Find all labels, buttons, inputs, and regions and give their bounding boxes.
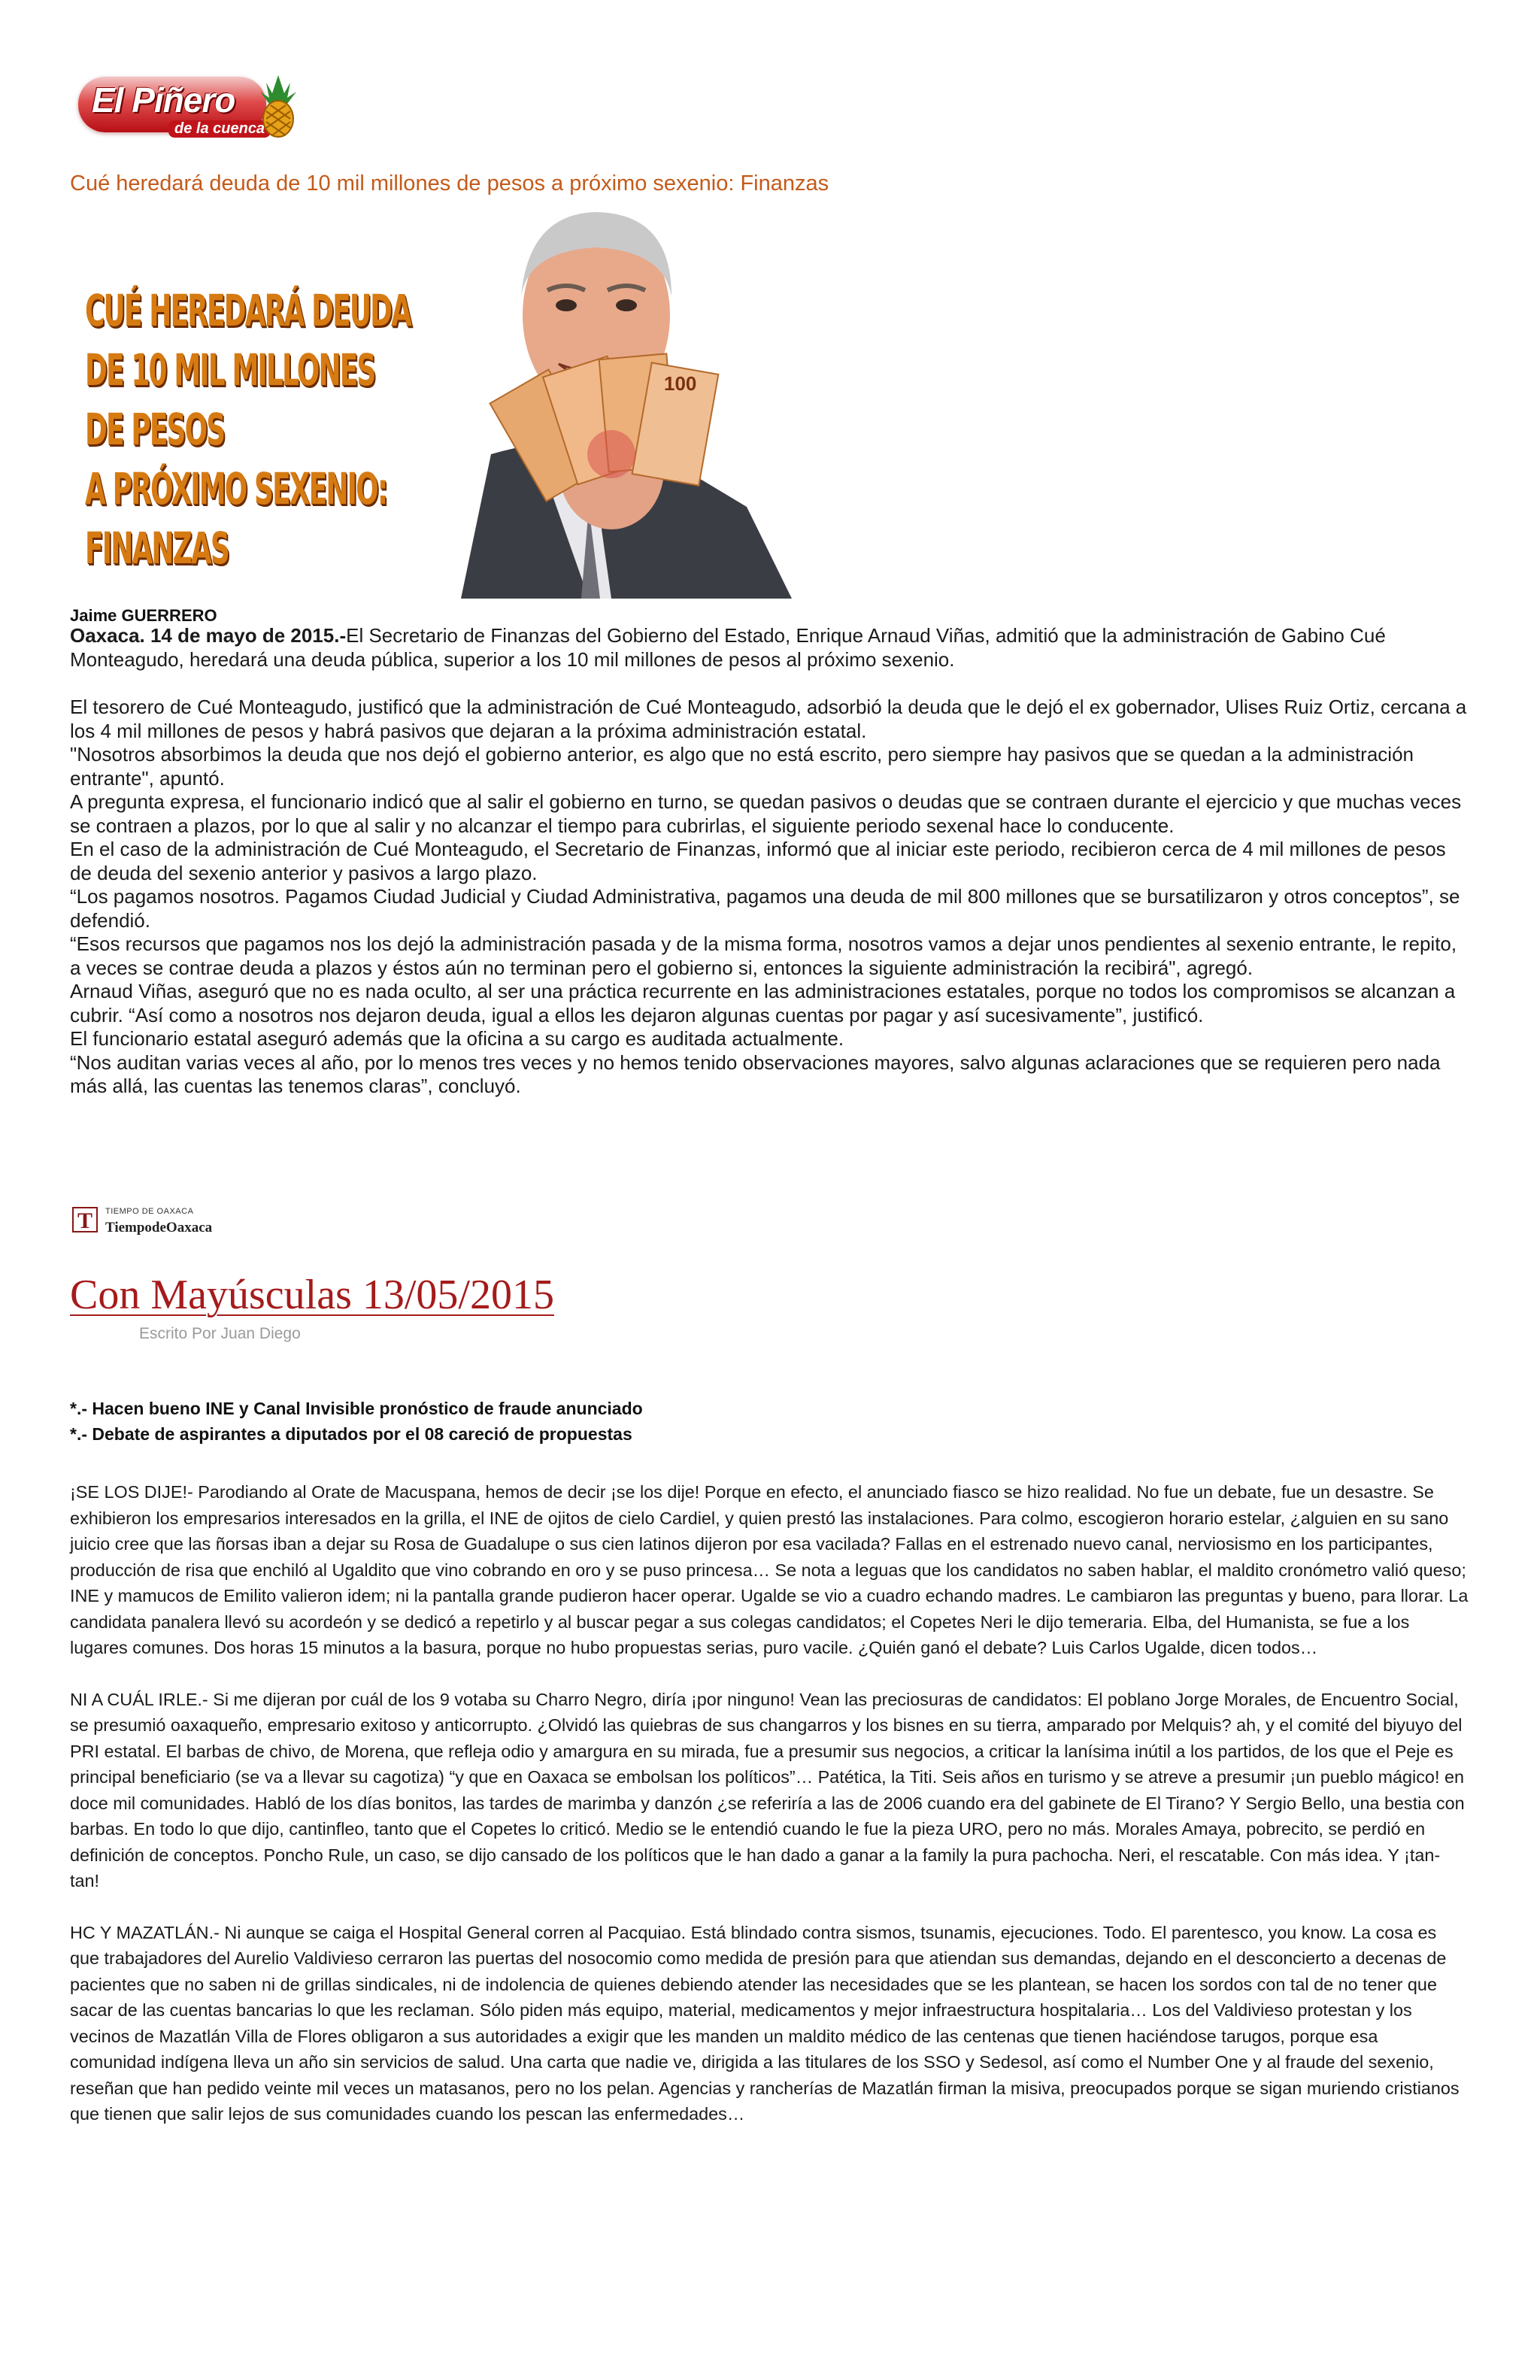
column-paragraph: HC Y MAZATLÁN.- Ni aunque se caiga el Hospital General corren al Pacquiao. Está blindado contra sismos, tsunamis, ejecuciones. Todo. El parentesco, you know. La cosa es que trabajadores del Aurelio Valdivieso cerraron las puertas del nosocomio como medida de presión para que atiendan sus demandas, dejando en el desconcierto a decenas de pacientes que no saben ni de grillas sindicales, ni de indolencia de quienes debiendo atender las necesidades que se les plantean, se hacen los sordos con tal de no tener que sacar de las cuentas bancarias lo que les reclaman. Sólo piden más equipo, material, medicamentos y mejor infraestructura hospitalaria… Los del Valdivieso protestan y los vecinos de Mazatlán Villa de Flores obligaron a sus autoridades a exigir que les manden un maldito médico de las centenas que tienen haciéndose tarugos, porque esa comunidad indígena lleva un año sin servicios de salud. Una carta que nadie ve, dirigida a las titulares de los SSO y Sedesol, así como el Number One y al fraude del sexenio, reseñan que han pedido veinte mil veces un matasanos, pero no los pelan. Agencias y rancherías de Mazatlán firman la misiva, preocupados porque se sigan muriendo cristianos que tienen que salir lejos de sus comunidades cuando los pescan las enfermedades… bbox=[70, 1922, 1460, 2124]
column-bullets bbox=[70, 1396, 643, 1447]
tiempo-logo-small: TIEMPO DE OAXACA bbox=[105, 1207, 194, 1216]
bill-label-layer bbox=[70, 206, 792, 599]
column-paragraph: NI A CUÁL IRLE.- Si me dijeran por cuál de los 9 votaba su Charro Negro, diría ¡por ninguno! Vean las preciosuras de candidatos: El poblano Jorge Morales, de Encuentro Social, se presumió oaxaqueño, empresario exitoso y anticorrupto. ¿Olvidó las quiebras de sus changarros y los bisnes en su tierra, amparado por Melquis? ah, y el comité del biyuyo del PRI estatal. El barbas de chivo, de Morena, que refleja odio y amargura en su mirada, fue a presumir sus negocios, a criticar la lanísima inútil a los partidos, de los que el Peje es principal beneficiario (se va a llevar su cagotiza) “y que en Oaxaca se embolsan los políticos”… Patética, la Titi. Seis años en turismo y se atreve a presumir ¡un pueblo mágico! en doce mil comunidades. Habló de los días bonitos, las tardes de marimba y danzón ¿se referiría a las de 2006 cuando era del gabinete de El Tirano? Y Sergio Bello, una bestia con barbas. En todo lo que dijo, cantinfleo, tanto que el Copetes lo criticó. Medio se le entendió cuando le fue la pieza URO, pero no más. Morales Amaya, pobrecito, se perdió en definición de conceptos. Poncho Rule, un caso, se dijo cansado de los políticos que le han dado a ganar a la family la pura pachocha. Neri, el rescatable. Con más idea. Y ¡tan-tan! bbox=[70, 1689, 1465, 1890]
article-paragraph: A pregunta expresa, el funcionario indicó que al salir el gobierno en turno, se quedan pasivos o deudas que se contraen durante el ejercicio y que muchas veces se contraen a plazos, por lo que al salir y no alcanzar el tiempo para cubrirlas, el siguiente periodo sexenal hace lo conducente. bbox=[70, 790, 1462, 837]
bullet-item: *.- Debate de aspirantes a diputados por el 08 careció de propuestas bbox=[70, 1424, 632, 1444]
column-byline: Escrito Por Juan Diego bbox=[139, 1325, 301, 1342]
article-paragraph: En el caso de la administración de Cué Monteagudo, el Secretario de Finanzas, informó que al iniciar este periodo, recibieron cerca de 4 mil millones de pesos de deuda del sexenio anterior y pasivos a largo plazo. bbox=[70, 838, 1446, 884]
article-paragraph: El funcionario estatal aseguró además que la oficina a su cargo es auditada actualmente. bbox=[70, 1027, 844, 1050]
article-paragraph: “Nos auditan varias veces al año, por lo menos tres veces y no hemos tenido observaciones mayores, salvo algunas aclaraciones que se requieren pero nada más allá, las cuentas las tenemos claras”, concluyó. bbox=[70, 1051, 1441, 1097]
lead-text: El Secretario de Finanzas del Gobierno del Estado, Enrique Arnaud Viñas, admitió que la administración de Gabino Cué Monteagudo, heredará una deuda pública, superior a los 10 mil millones de pesos al próximo sexenio. bbox=[70, 624, 1386, 671]
hero-line: A PRÓXIMO SEXENIO: FINANZAS bbox=[85, 463, 387, 574]
article-paragraph: Arnaud Viñas, aseguró que no es nada oculto, al ser una práctica recurrente en las administraciones estatales, porque no todos los compromisos se alcanzan a cubrir. “Así como a nosotros nos dejaron deuda, igual a ellos les dejaron algunas cuentas por pagar y así sucesivamente”, justificó. bbox=[70, 980, 1456, 1026]
hero-line: CUÉ HEREDARÁ DEUDA bbox=[85, 285, 411, 336]
tiempo-logo-mark: T bbox=[72, 1207, 98, 1232]
hero-line: DE 10 MIL MILLONES DE PESOS bbox=[85, 344, 375, 455]
column-body bbox=[70, 1479, 1469, 2153]
column-paragraph: ¡SE LOS DIJE!- Parodiando al Orate de Macuspana, hemos de decir ¡se los dije! Porque en efecto, el anunciado fiasco se hizo realidad. No fue un debate, fue un desastre. Se exhibieron los empresarios interesados en la grilla, el INE de ojitos de cielo Cardiel, y quien prestó las instalaciones. Para colmo, escogieron horario estelar, ¿alguien en su sano juicio cree que las ñorsas iban a dejar su Rosa de Guadalupe o sus cien latinos dijeron por esa vacilada? Fallas en el estrenado nuevo canal, nerviosismo en los participantes, producción de risa que enchiló al Ugaldito que vino cobrando en oro y se puso princesa… Se nota a leguas que los candidatos no saben hablar, el maldito cronómetro valió queso; INE y mamucos de Emilito valieron idem; ni la pantalla grande pudieron hacer operar. Ugalde se vio a cuadro echando madres. Le cambiaron las preguntas y bueno, para llorar. La candidata panalera llevó su acordeón y se dedicó a repetirlo y al buscar pegar a sus colegas candidatos; el Copetes Neri le dijo temeraria. Elba, del Humanista, se fue a los lugares comunes. Dos horas 15 minutos a la basura, porque no hubo propuestas serias, puro vacile. ¿Quién ganó el debate? Luis Carlos Ugalde, dicen todos… bbox=[70, 1482, 1469, 1657]
article-paragraph: "Nosotros absorbimos la deuda que nos dejó el gobierno anterior, es algo que no está escrito, pero siempre hay pasivos que se quedan a la administración entrante", apuntó. bbox=[70, 743, 1414, 790]
article-headline[interactable]: Cué heredará deuda de 10 mil millones de pesos a próximo sexenio: Finanzas bbox=[70, 171, 829, 196]
article-paragraph: “Esos recursos que pagamos nos los dejó la administración pasada y de la misma forma, nosotros vamos a dejar unos pendientes al sexenio entrante, le repito, a veces se contrae deuda a plazos y éstos aún no terminan pero el gobierno si, entonces la siguiente administración la recibirá", agregó. bbox=[70, 932, 1457, 979]
bill-value: 100 bbox=[664, 372, 697, 395]
site-logo[interactable] bbox=[78, 69, 304, 147]
article-lead bbox=[70, 624, 1469, 672]
logo-main-text: El Piñero bbox=[92, 80, 235, 120]
article-paragraph: “Los pagamos nosotros. Pagamos Ciudad Judicial y Ciudad Administrativa, pagamos una deuda de mil 800 millones que se bursatilizaron y otros conceptos”, se defendió. bbox=[70, 885, 1460, 932]
pineapple-icon bbox=[256, 72, 301, 140]
column-title[interactable]: Con Mayúsculas 13/05/2015 bbox=[70, 1272, 554, 1318]
tiempo-logo[interactable] bbox=[72, 1207, 253, 1245]
hero-image bbox=[70, 206, 792, 599]
logo-sub-text: de la cuenca bbox=[168, 120, 271, 138]
bullet-item: *.- Hacen bueno INE y Canal Invisible pronóstico de fraude anunciado bbox=[70, 1399, 643, 1418]
article-body bbox=[70, 624, 1469, 1099]
article-author: Jaime GUERRERO bbox=[70, 606, 217, 625]
tiempo-logo-name: TiempodeOaxaca bbox=[105, 1220, 213, 1235]
lead-date: Oaxaca. 14 de mayo de 2015.- bbox=[70, 624, 347, 647]
article-paragraph: El tesorero de Cué Monteagudo, justificó que la administración de Cué Monteagudo, adsorbió la deuda que le dejó el ex gobernador, Ulises Ruiz Ortiz, cercana a los 4 mil millones de pesos y habrá pasivos que dejaran a la próxima administración estatal. bbox=[70, 696, 1467, 742]
